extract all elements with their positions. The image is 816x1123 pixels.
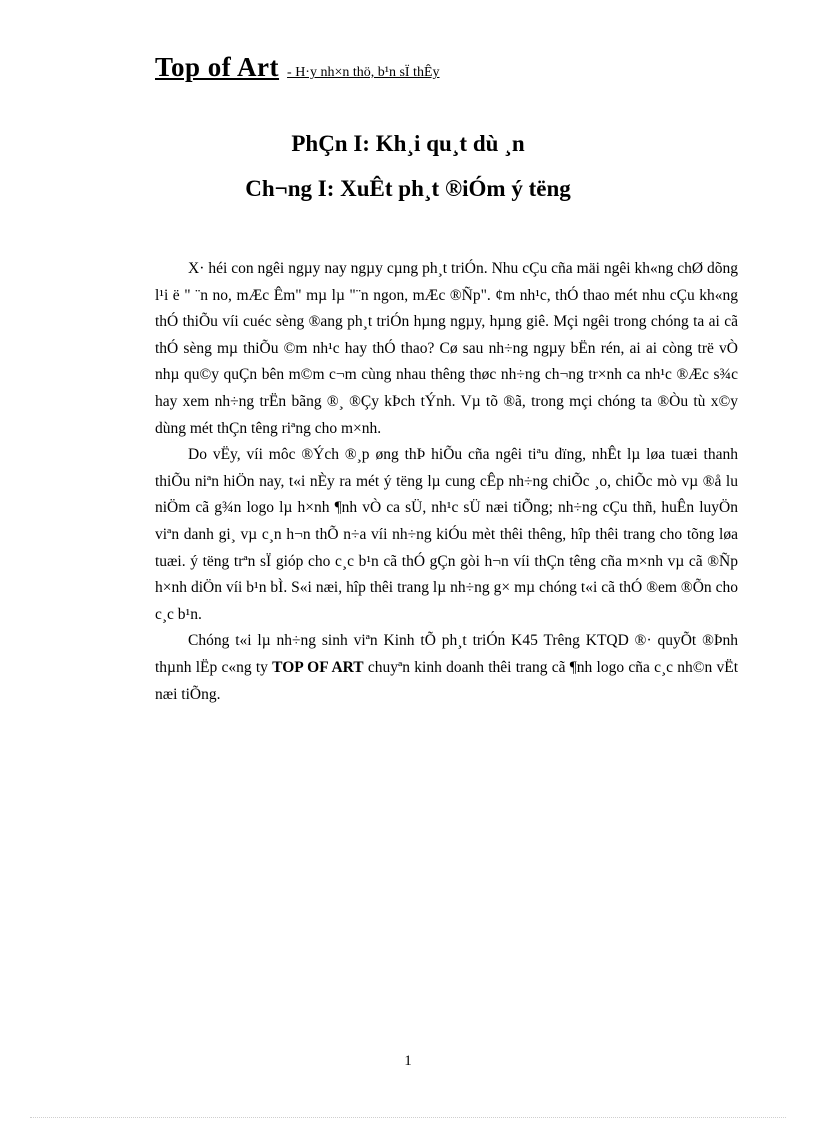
paragraph-1: X· héi con ngêi ngµy nay ngµy cµng ph¸t triÓn. Nhu cÇu cña mäi ngêi kh«ng chØ dõng l¹i ë " ¨n no, mÆc Êm" mµ lµ "¨n ngon, mÆc ®Ñp". ¢m nh¹c, thÓ thao mét nhu cÇu kh«ng thÓ thiÕu víi cuéc sèng ®ang ph¸t triÓn hµng ngµy, hµng giê. Mçi ngêi trong chóng ta ai cã thÓ sèng mµ thiÕu ©m nh¹c hay thÓ thao? Cø sau nh÷ng ngµy bËn rén, ai ai còng trë vÒ nhµ qu©y quÇn bên m©m c¬m cùng nhau thêng thøc nh÷ng ch¬ng tr×nh ca nh¹c ®Æc s¾c hay xem nh÷ng trËn bãng ®¸ ®Çy kÞch tÝnh. Vµ tõ ®ã, trong mçi chóng ta ®Òu tù x©y dùng mét thÇn têng riªng cho m×nh.	[155, 260, 738, 437]
paragraph-3-lead: Chóng t«i lµ nh÷ng sinh viªn Kinh tÕ ph¸t triÓn K45 Trêng KTQD ®· quyÕt ®Þnh thµnh lËp c«ng ty	[155, 632, 738, 676]
part-heading: PhÇn I: Kh¸i qu¸t dù ¸n	[291, 131, 525, 156]
paragraph-3	[155, 628, 738, 708]
header-brand	[155, 52, 440, 83]
chapter-heading: Ch¬ng I: XuÊt ph¸t ®iÓm ý tëng	[245, 176, 571, 201]
brand-subtitle: - H·y nh×n thö, b¹n sÏ thÊy	[287, 65, 440, 80]
company-name: TOP OF ART	[272, 658, 364, 676]
paragraph-3-tail: chuyªn kinh doanh thêi trang cã ¶nh logo cña c¸c nh©n vËt næi tiÕng.	[155, 658, 739, 703]
body-text	[155, 256, 738, 708]
page-number: 1	[404, 1053, 412, 1069]
paragraph-2: Do vËy, víi môc ®Ých ®¸p øng thÞ hiÕu cña ngêi tiªu dïng, nhÊt lµ løa tuæi thanh thiÕu niªn hiÖn nay, t«i nÈy ra mét ý tëng lµ cung cÊp nh÷ng chiÕc ¸o, chiÕc mò vµ ®å lu niÖm cã g¾n logo lµ h×nh ¶nh vÒ ca sÜ, nh¹c sÜ næi tiÕng; nh÷ng cÇu thñ, huÊn luyÖn viªn danh gi¸ vµ c¸n h¬n thÕ n÷a víi nh÷ng kiÓu mèt thêi thêng, hîp thêi trang cho tõng løa tuæi. ý tëng trªn sÏ gióp cho c¸c b¹n cã thÓ gÇn gòi h¬n víi thÇn têng cña m×nh vµ cã ®Ñp h×nh diÖn víi b¹n bÌ. S«i næi, hîp thêi trang lµ nh÷ng g× mµ chóng t«i cã thÓ ®em ®Õn cho c¸c b¹n.	[155, 446, 738, 623]
brand-title: Top of Art	[155, 52, 280, 82]
footer-divider	[30, 1117, 786, 1118]
